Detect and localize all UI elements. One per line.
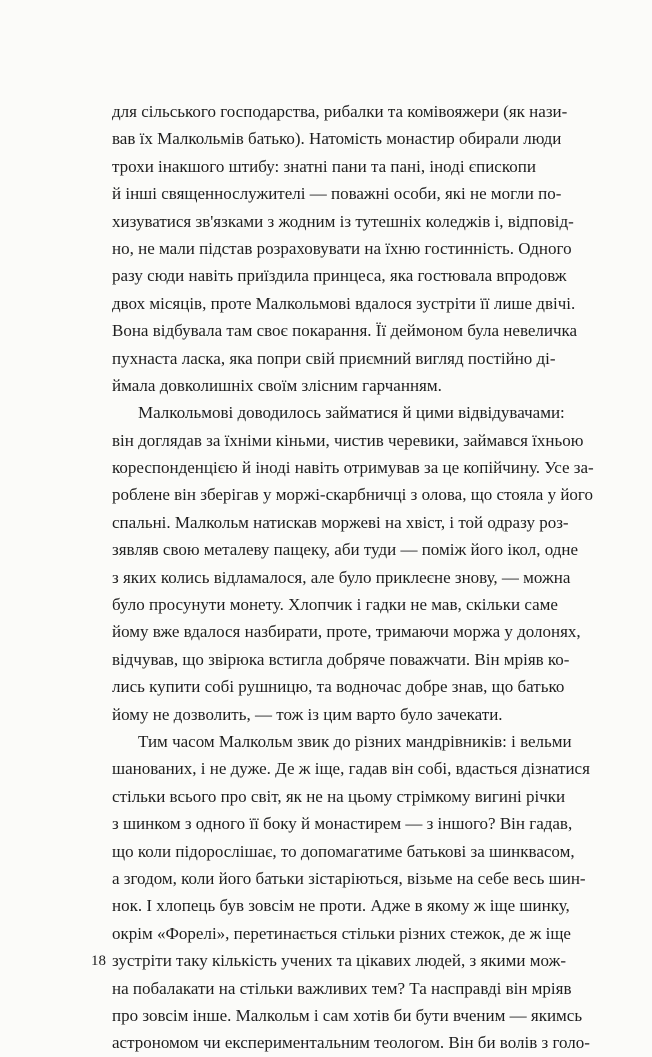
text-line: хизуватися зв'язками з жодним із тутешніх коледжів і, відповід- [112,211,574,231]
text-line: було просунути монету. Хлопчик і гадки не мав, скільки саме [112,595,558,615]
text-line: пухнаста ласка, яка попри свій приємний вигляд постійно ді- [112,348,556,368]
text-line: лись купити собі рушницю, та водночас добре знав, що батько [112,677,565,697]
text-line: нок. І хлопець був зовсім не проти. Адже в якому ж іще шинку, [112,896,570,916]
text-line: но, не мали підстав розраховувати на їхню гостинність. Одного [112,238,572,258]
text-line: двох місяців, проте Малкольмові вдалося зустріти її лише двічі. [112,293,576,313]
text-line: стільки всього про світ, як не на цьому стрімкому вигині річки [112,786,566,806]
text-line: з яких колись відламалося, але було приклеєне знову, — можна [112,567,571,587]
text-line: на побалакати на стільки важливих тем? Та насправді він мріяв [112,978,572,998]
text-line: про зовсім інше. Малкольм і сам хотів би бути вченим — якимсь [112,1005,583,1025]
text-line: йому вже вдалося назбирати, проте, тримаючи моржа у долонях, [112,622,581,642]
text-line: кореспонденцією й іноді навіть отримував за це копійчину. Усе за- [112,458,594,478]
text-line: роблене він зберігав у моржі-скарбничці з олова, що стояла у його [112,485,593,505]
text-line: й інші священнослужителі — поважні особи, які не могли по- [112,184,562,204]
text-line: відчував, що звірюка встигла добряче поважчати. Він мріяв ко- [112,649,570,669]
text-line: вав їх Малкольмів батько). Натомість монастир обирали люди [112,129,562,149]
text-line: астрономом чи експериментальним теологом. Він би волів з голо- [112,1033,590,1053]
text-line: спальні. Малкольм натискав моржеві на хвіст, і той одразу роз- [112,512,569,532]
paragraph-first-line: Малкольмові доводилось займатися й цими відвідувачами: [138,403,565,423]
text-line: йому не дозволить, — тож із цим варто було зачекати. [112,704,503,724]
body-text [112,98,652,1057]
text-line: разу сюди навіть приїздила принцеса, яка гостювала впродовж [112,266,567,286]
text-line: що коли підорослішає, то допомагатиме батькові за шинквасом, [112,841,575,861]
text-line: з шинком з одного її боку й монастирем — з іншого? Він гадав, [112,814,573,834]
text-line: шанованих, і не дуже. Де ж іще, гадав він собі, вдасться дізнатися [112,759,590,779]
text-line: трохи інакшого штибу: знатні пани та пані, іноді єпископи [112,156,536,176]
text-line: ймала довколишніх своїм злісним гарчанням. [112,375,442,395]
text-line: Вона відбувала там своє покарання. Її деймоном була невеличка [112,321,578,341]
text-line: окрім «Форелі», перетинається стільки різних стежок, де ж іще [112,923,571,943]
text-line: для сільського господарства, рибалки та комівояжери (як нази- [112,102,568,121]
page-number: 18 [91,953,106,969]
text-line: він доглядав за їхніми кіньми, чистив черевики, займався їхньою [112,430,584,450]
paragraph-first-line: Тим часом Малкольм звик до різних мандрівників: і вельми [138,731,572,751]
text-line: зявляв свою металеву пащеку, аби туди — поміж його ікол, одне [112,540,579,560]
text-line: а згодом, коли його батьки зістаріються, візьме на себе весь шин- [112,868,586,888]
text-line: зустріти таку кількість учених та цікавих людей, з якими мож- [112,951,566,971]
